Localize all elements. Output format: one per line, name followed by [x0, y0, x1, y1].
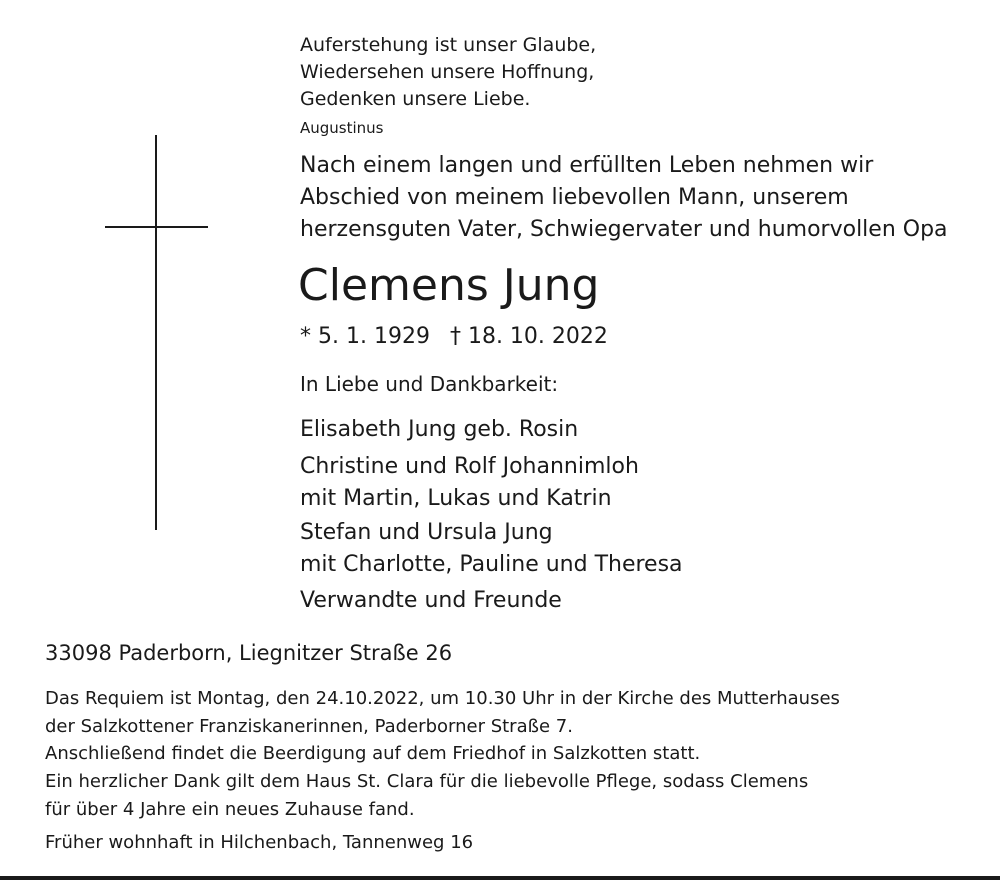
- mourner-entry: Verwandte und Freunde: [300, 588, 562, 613]
- mourner-entry: [300, 517, 683, 581]
- quote-line: Gedenken unsere Liebe.: [300, 88, 531, 110]
- intro-text: [300, 150, 948, 246]
- cross-icon: [155, 135, 157, 530]
- quote-line: Wiedersehen unsere Hoffnung,: [300, 61, 595, 83]
- quote-author: Augustinus: [300, 119, 384, 137]
- info-line: der Salzkottener Franziskanerinnen, Paderborner Straße 7.: [45, 716, 573, 737]
- cross-icon-bar: [105, 226, 208, 228]
- mourner-line: Stefan und Ursula Jung: [300, 520, 553, 545]
- info-line: Ein herzlicher Dank gilt dem Haus St. Clara für die liebevolle Pflege, sodass Clemens: [45, 771, 809, 792]
- mourner-entry: [300, 451, 639, 515]
- info-line: für über 4 Jahre ein neues Zuhause fand.: [45, 799, 415, 820]
- intro-line: Nach einem langen und erfüllten Leben nehmen wir: [300, 153, 874, 178]
- mourner-line: mit Charlotte, Pauline und Theresa: [300, 552, 683, 577]
- life-dates: [300, 322, 608, 352]
- info-line: Das Requiem ist Montag, den 24.10.2022, um 10.30 Uhr in der Kirche des Mutterhauses: [45, 688, 840, 709]
- mourner-line: mit Martin, Lukas und Katrin: [300, 486, 612, 511]
- address: 33098 Paderborn, Liegnitzer Straße 26: [45, 641, 453, 665]
- mourners-heading: In Liebe und Dankbarkeit:: [300, 372, 559, 396]
- mourner-entry: Elisabeth Jung geb. Rosin: [300, 417, 579, 442]
- quote: [300, 32, 596, 113]
- thanks-info: [45, 768, 808, 824]
- deceased-name: Clemens Jung: [298, 260, 600, 311]
- burial-info: Anschließend findet die Beerdigung auf dem Friedhof in Salzkotten statt.: [45, 743, 701, 764]
- mourner-line: Christine und Rolf Johannimloh: [300, 454, 639, 479]
- former-residence: Früher wohnhaft in Hilchenbach, Tannenweg 16: [45, 832, 474, 853]
- death-date: † 18. 10. 2022: [449, 324, 608, 349]
- quote-line: Auferstehung ist unser Glaube,: [300, 34, 597, 56]
- requiem-info: [45, 685, 840, 741]
- birth-date: * 5. 1. 1929: [300, 324, 430, 349]
- intro-line: herzensguten Vater, Schwiegervater und humorvollen Opa: [300, 217, 948, 242]
- intro-line: Abschied von meinem liebevollen Mann, unserem: [300, 185, 849, 210]
